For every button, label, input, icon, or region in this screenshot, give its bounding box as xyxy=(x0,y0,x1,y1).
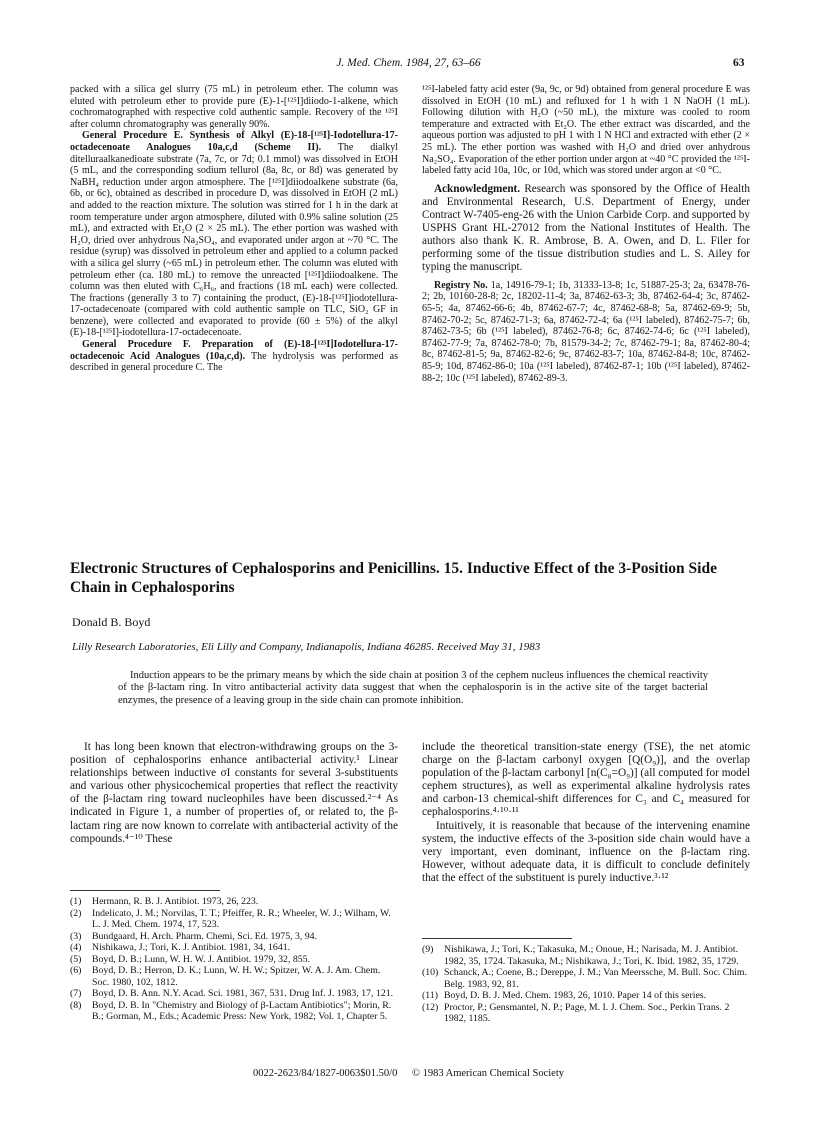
paragraph: General Procedure E. Synthesis of Alkyl (E)-18-[¹²⁵I]-Iodotellura-17-octadecenoate Analogues 10a,c,d (Scheme II). The dialkyl ditelluraalkanedioate substrate (7a, 7c, or 7d; 0.1 mmol) was dissolved in EtOH (5 mL, and the corresponding sodium tellurol (8a, 8c, or 8d) was generated by NaBH₄ reduction under argon atmosphere. The [¹²⁵I]diiodoalkene substrate (6a, 6b, or 6c), obtained as described in procedure D, was dissolved in EtOH (2 mL) and added to the reaction mixture. The solution was stirred for 1 h in the dark at room temperature under argon atmosphere, diluted with 0.9% saline solution (25 mL), and extracted with Et₂O (2 × 25 mL). The ether portion was washed with H₂O, dried over anhydrous Na₂SO₄, and evaporated under argon at ~70 °C. The residue (syrup) was dissolved in petroleum ether and applied to a column packed with a silica gel slurry (~65 mL) in petroleum ether. The column was eluted with petroleum ether (ca. 180 mL) to remove the unreacted [¹²⁵I]diiodoalkene. The column was then eluted with C₆H₆, and fractions (18 mL each) were collected. The fractions (generally 3 to 7) containing the product, (E)-18-[¹²⁵I]iodotellura-17-octadecenoate (compared with cold authentic sample on TLC, SiO₂ GF in benzene), were collected and evaporated to provide (60 ± 5%) of the alkyl (E)-18-[¹²⁵I]-iodotellura-17-octadecenoate. xyxy=(70,130,399,339)
reference-item xyxy=(70,965,398,988)
reference-number: (11) xyxy=(422,990,438,1001)
reference-text: Boyd, D. B. In "Chemistry and Biology of β-Lactam Antibiotics"; Morin, R. B.; Gorman, M., Eds.; Academic Press: New York, 1982; Vol. 1, Chapter 5. xyxy=(92,999,392,1022)
article-affiliation: Lilly Research Laboratories, Eli Lilly and Company, Indianapolis, Indiana 46285. Received May 31, 1983 xyxy=(72,641,541,653)
acknowledgment: Acknowledgment. Research was sponsored by the Office of Health and Environmental Research, U.S. Department of Energy, under Contract W-7405-eng-26 with the Union Carbide Corp. and supported by USPHS Grant HL-27012 from the National Institutes of Health. The authors also thank K. R. Ambrose, B. A. Owen, and D. L. Filer for performing some of the tissue distribution studies and L. S. Ailey for typing the manuscript. xyxy=(422,182,750,273)
reference-text: Boyd, D. B.; Lunn, W. H. W. J. Antibiot. 1979, 32, 855. xyxy=(92,953,311,965)
footnote-rule xyxy=(70,890,220,891)
reference-text: Nishikawa, J.; Tori, K.; Takasuka, M.; Onoue, H.; Narisada, M. J. Antibiot. 1982, 35, 1724. Takasuka, M.; Nishikawa, J.; Tori, K. Ibid. 1982, 35, 1729. xyxy=(444,944,739,967)
page-number: 63 xyxy=(733,57,745,69)
paragraph: General Procedure F. Preparation of (E)-18-[¹²⁵I]Iodotellura-17-octadecenoic Acid Analogues (10a,c,d). The hydrolysis was performed as described in general procedure C. The xyxy=(70,339,398,374)
reference-text: Hermann, R. B. J. Antibiot. 1973, 26, 223. xyxy=(92,896,259,907)
copyright: © 1983 American Chemical Society xyxy=(411,1068,565,1079)
reference-item xyxy=(422,967,750,990)
reference-item xyxy=(70,931,398,943)
reference-number: (10) xyxy=(422,967,439,978)
paragraph: Intuitively, it is reasonable that because of the intervening enamine system, the inductive effects of the 3-position side chain would have a very important, even dominant, influence on the β-lactam ring. However, without adequate data, it is difficult to conclude definitely that the effect of the substituent is purely inductive.³·¹² xyxy=(422,819,750,884)
reference-item xyxy=(70,988,398,1000)
page-footer xyxy=(0,1068,817,1079)
references-column-2 xyxy=(422,944,750,1025)
body-column-2 xyxy=(422,741,750,885)
reference-text: Boyd, D. B. J. Med. Chem. 1983, 26, 1010. Paper 14 of this series. xyxy=(444,990,707,1001)
reference-item xyxy=(70,942,398,954)
reference-number: (7) xyxy=(70,988,82,999)
reference-number: (6) xyxy=(70,965,82,976)
reference-text: Indelicato, J. M.; Norvilas, T. T.; Pfeiffer, R. R.; Wheeler, W. J.; Wilham, W. L. J. Med. Chem. 1974, 17, 523. xyxy=(92,907,391,930)
procedure-heading: General Procedure E. Synthesis of Alkyl (E)-18-[¹²⁵I]-Iodotellura-17-octadecenoate Analogues 10a,c,d (Scheme II). xyxy=(70,130,398,153)
paragraph: include the theoretical transition-state energy (TSE), the net atomic charge on the β-lactam carbonyl oxygen [Q(O₉)], and the overlap population of the β-lactam carbonyl [n(C₈=O₉)] (all computed for model cephem structures), as well as experimental alkaline hydrolysis rates and carbon-13 chemical-shift differences for C₃ and C₄ measured for cephalosporins.⁴·¹⁰·¹¹ xyxy=(422,741,750,819)
journal-header: J. Med. Chem. 1984, 27, 63–66 xyxy=(336,57,481,69)
paragraph: ¹²⁵I-labeled fatty acid ester (9a, 9c, or 9d) obtained from general procedure E was dissolved in EtOH (10 mL) and refluxed for 1 h with 1 N NaOH (1 mL). Following dilution with H₂O (~50 mL), the mixture was cooled to room temperature and extracted with Et₂O. The ether extract was discarded, and the aqueous portion was adjusted to pH 1 with 1 N HCl and extracted with ether (2 × 25 mL). The ether portion was washed with H₂O and dried over anhydrous Na₂SO₄. Evaporation of the ether portion under argon at ~40 °C provided the ¹²⁵I-labeled fatty acid 10a, 10c, or 10d, which was stored under argon at <0 °C. xyxy=(422,84,750,177)
reference-number: (3) xyxy=(70,930,82,942)
reference-text: Bundgaard, H. Arch. Pharm. Chemi, Sci. Ed. 1975, 3, 94. xyxy=(92,930,318,942)
reference-text: Schanck, A.; Coene, B.; Dereppe, J. M.; Van Meerssche, M. Bull. Soc. Chim. Belg. 1983, 92, 81. xyxy=(444,967,747,990)
reference-number: (8) xyxy=(70,999,82,1011)
reference-text: Nishikawa, J.; Tori, K. J. Antibiot. 1981, 34, 1641. xyxy=(92,942,291,953)
reference-number: (2) xyxy=(70,907,82,919)
reference-item xyxy=(70,908,398,931)
reference-text: Proctor, P.; Gensmantel, N. P.; Page, M. I. J. Chem. Soc., Perkin Trans. 2 1982, 1185. xyxy=(444,1001,730,1024)
article-title: Electronic Structures of Cephalosporins and Penicillins. 15. Inductive Effect of the 3-Position Side Chain in Cephalosporins xyxy=(70,560,717,596)
reference-item xyxy=(422,1002,750,1025)
reference-number: (1) xyxy=(70,896,82,907)
reference-number: (12) xyxy=(422,1001,439,1013)
article-code: 0022-2623/84/1827-0063$01.50/0 xyxy=(252,1068,398,1079)
paragraph: packed with a silica gel slurry (75 mL) in petroleum ether. The column was eluted with petroleum ether to provide pure (E)-1-[¹²⁵I]diiodo-1-alkene, which cochromatographed with respective cold authentic sample. Recovery of the ¹²⁵I after column chromatography was generally 90%. xyxy=(70,84,398,130)
references-column-1 xyxy=(70,896,398,1023)
reference-text: Boyd, D. B. Ann. N.Y. Acad. Sci. 1981, 367, 531. Drug Inf. J. 1983, 17, 121. xyxy=(92,988,394,999)
reference-number: (9) xyxy=(422,944,434,955)
registry-numbers: Registry No. 1a, 14916-79-1; 1b, 31333-13-8; 1c, 51887-25-3; 2a, 63478-76-2; 2b, 10160-28-8; 2c, 18202-11-4; 3a, 87462-63-3; 3b, 87462-64-4; 3c, 87462-65-5; 4a, 87462-66-6; 4b, 87462-67-7; 4c, 87462-68-8; 5a, 87462-69-9; 5b, 87462-70-2; 5c, 87462-71-3; 6a, 87462-72-4; 6a (¹²⁵I labeled), 87462-75-7; 6b, 87462-73-5; 6b (¹²⁵I labeled), 87462-76-8; 6c, 87462-74-6; 6c (¹²⁵I labeled), 87462-77-9; 7a, 87462-78-0; 7b, 81579-34-2; 7c, 87462-79-1; 8a, 87462-80-4; 8c, 87462-81-5; 9a, 87462-82-6; 9c, 87462-83-7; 10a, 87462-84-8; 10c, 87462-85-9; 10d, 87462-86-0; 10a (¹²⁵I labeled), 87462-87-1; 10b (¹²⁵I labeled), 87462-88-2; 10c (¹²⁵I labeled), 87462-89-3. xyxy=(422,279,750,384)
reference-text: Boyd, D. B.; Herron, D. K.; Lunn, W. H. W.; Spitzer, W. A. J. Am. Chem. Soc. 1980, 102, 1812. xyxy=(92,965,381,988)
previous-article-column-1 xyxy=(70,84,398,374)
reference-item xyxy=(70,896,398,908)
article-abstract: Induction appears to be the primary means by which the side chain at position 3 of the cephem nucleus influences the chemical reactivity of the β-lactam ring. In vitro antibacterial activity data suggest that when the cephalosporin is in the active site of the target bacterial enzymes, the presence of a leaving group in the side chain can promote inhibition. xyxy=(118,670,708,706)
reference-item xyxy=(422,990,750,1002)
body-column-1: It has long been known that electron-withdrawing groups on the 3-position of cephalosporins enhance antibacterial activity.¹ Linear relationships between inductive σI constants for several 3-substituents and various other physicochemical properties that reflect the reactivity of the β-lactam ring toward nucleophiles have been discussed.²⁻⁴ As indicated in Figure 1, a number of properties of, or related to, the β-lactam ring are now known to correlate with antibacterial activity of the compounds.⁴⁻¹⁰ These xyxy=(70,741,398,845)
procedure-heading: General Procedure F. Preparation of (E)-18-[¹²⁵I]Iodotellura-17-octadecenoic Acid Analogues (10a,c,d). xyxy=(70,339,398,362)
reference-item xyxy=(422,944,750,967)
article-author: Donald B. Boyd xyxy=(72,615,151,629)
reference-number: (4) xyxy=(70,942,82,953)
reference-item xyxy=(70,1000,398,1023)
reference-number: (5) xyxy=(70,953,82,965)
reference-item xyxy=(70,954,398,966)
previous-article-column-2 xyxy=(422,84,750,384)
footnote-rule xyxy=(422,938,572,939)
